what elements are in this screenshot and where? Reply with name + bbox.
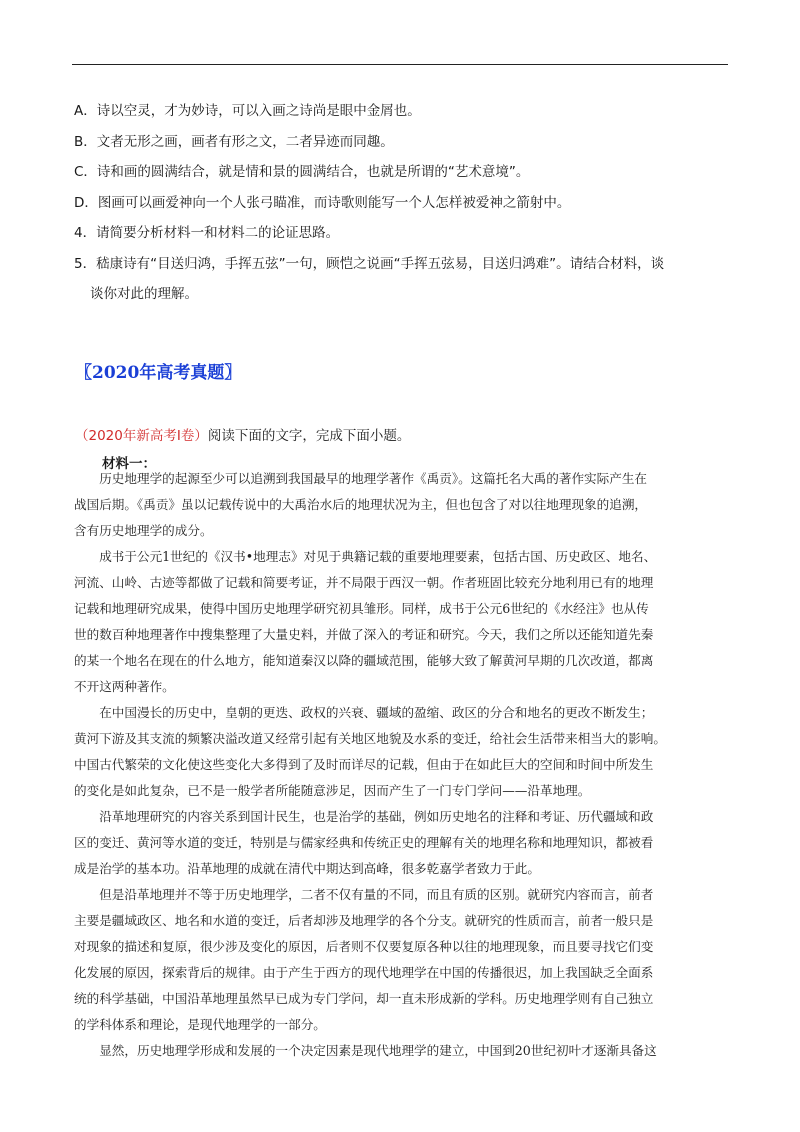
question-4: 4．请简要分析材料一和材料二的论证思路。 xyxy=(74,225,340,241)
option-d: D．图画可以画爱神向一个人张弓瞄准，而诗歌则能写一个人怎样被爱神之箭射中。 xyxy=(74,194,571,211)
option-b: B．文者无形之画，画者有形之文，二者异迹而同趣。 xyxy=(74,133,394,150)
passage-line: 在中国漫长的历史中，皇朝的更迭、政权的兴衰、疆域的盈缩、政区的分合和地名的更改不断发生； xyxy=(74,705,654,720)
passage-line: 成是治学的基本功。沿革地理的成就在清代中期达到高峰，很多乾嘉学者致力于此。 xyxy=(74,861,540,876)
passage-line: 统的科学基础，中国沿革地理虽然早已成为专门学问，却一直未形成新的学科。历史地理学则有自己独立 xyxy=(74,991,654,1006)
question-5-line-2: 谈你对此的理解。 xyxy=(90,286,198,302)
passage-line: 的某一个地名在现在的什么地方，能知道秦汉以降的疆域范围，能够大致了解黄河早期的几次改道，都离 xyxy=(74,653,654,668)
passage-line: 含有历史地理学的成分。 xyxy=(74,523,213,538)
header-rule xyxy=(72,64,728,65)
passage-line: 成书于公元1世纪的《汉书•地理志》对见于典籍记载的重要地理要素，包括古国、历史政区、地名、 xyxy=(74,549,657,564)
passage-line: 战国后期。《禹贡》虽以记载传说中的大禹治水后的地理状况为主，但也包含了对以往地理现象的追溯， xyxy=(74,497,648,512)
passage-line: 对现象的描述和复原，很少涉及变化的原因，后者则不仅要复原各种以往的地理现象，而且要寻找它们变 xyxy=(74,939,654,954)
passage-line: 主要是疆域政区、地名和水道的变迁，后者却涉及地理学的各个分支。就研究的性质而言，前者一般只是 xyxy=(74,913,654,928)
option-a: A．诗以空灵，才为妙诗，可以入画之诗尚是眼中金屑也。 xyxy=(74,103,421,119)
question-5-line-1: 5．嵇康诗有“目送归鸿，手挥五弦”一句，顾恺之说画“手挥五弦易，目送归鸿难”。请结合材料，谈 xyxy=(74,255,665,272)
option-c: C．诗和画的圆满结合，就是情和景的圆满结合，也就是所谓的“艺术意境”。 xyxy=(74,164,530,180)
passage-line: 世的数百种地理著作中搜集整理了大量史料，并做了深入的考证和研究。今天，我们之所以还能知道先秦 xyxy=(74,627,654,642)
source-instruction: 阅读下面的文字，完成下面小题。 xyxy=(207,428,411,444)
passage-line: 但是沿革地理并不等于历史地理学，二者不仅有量的不同，而且有质的区别。就研究内容而言，前者 xyxy=(74,887,654,902)
question-block xyxy=(74,96,730,310)
passage-line: 河流、山岭、古迹等都做了记载和简要考证，并不局限于西汉一朝。作者班固比较充分地利用已有的地理 xyxy=(74,575,654,590)
passage-line: 的学科体系和理论，是现代地理学的一部分。 xyxy=(74,1017,326,1032)
section-title: 〖2020年高考真题〗 xyxy=(75,363,242,383)
passage-line: 显然，历史地理学形成和发展的一个决定因素是现代地理学的建立，中国到20世纪初叶才逐渐具备这 xyxy=(74,1043,657,1058)
passage-line: 不开这两种著作。 xyxy=(74,679,175,694)
passage-line: 的变化是如此复杂，已不是一般学者所能随意涉足，因而产生了一门专门学问——沿革地理。 xyxy=(74,783,591,798)
passage-line: 记载和地理研究成果，使得中国历史地理学研究初具雏形。同样，成书于公元6世纪的《水经注》也从传 xyxy=(74,601,649,616)
passage-line: 区的变迁、黄河等水道的变迁，特别是与儒家经典和传统正史的理解有关的地理名称和地理知识，都被看 xyxy=(74,835,654,850)
material-label: 材料一： xyxy=(102,456,156,472)
passage xyxy=(74,466,730,1064)
source-line xyxy=(75,424,410,444)
passage-line: 沿革地理研究的内容关系到国计民生，也是治学的基础，例如历史地名的注释和考证、历代疆域和政 xyxy=(74,809,654,824)
passage-line: 化发展的原因，探索背后的规律。由于产生于西方的现代地理学在中国的传播很迟，加上我国缺乏全面系 xyxy=(74,965,654,980)
passage-line: 历史地理学的起源至少可以追溯到我国最早的地理学著作《禹贡》。这篇托名大禹的著作实际产生在 xyxy=(74,471,648,486)
source-tag: （2020年新高考Ⅰ卷） xyxy=(75,428,208,444)
passage-line: 中国古代繁荣的文化使这些变化大多得到了及时而详尽的记载，但由于在如此巨大的空间和时间中所发生 xyxy=(74,757,654,772)
passage-line: 黄河下游及其支流的频繁决溢改道又经常引起有关地区地貌及水系的变迁，给社会生活带来相当大的影响。 xyxy=(74,731,666,746)
